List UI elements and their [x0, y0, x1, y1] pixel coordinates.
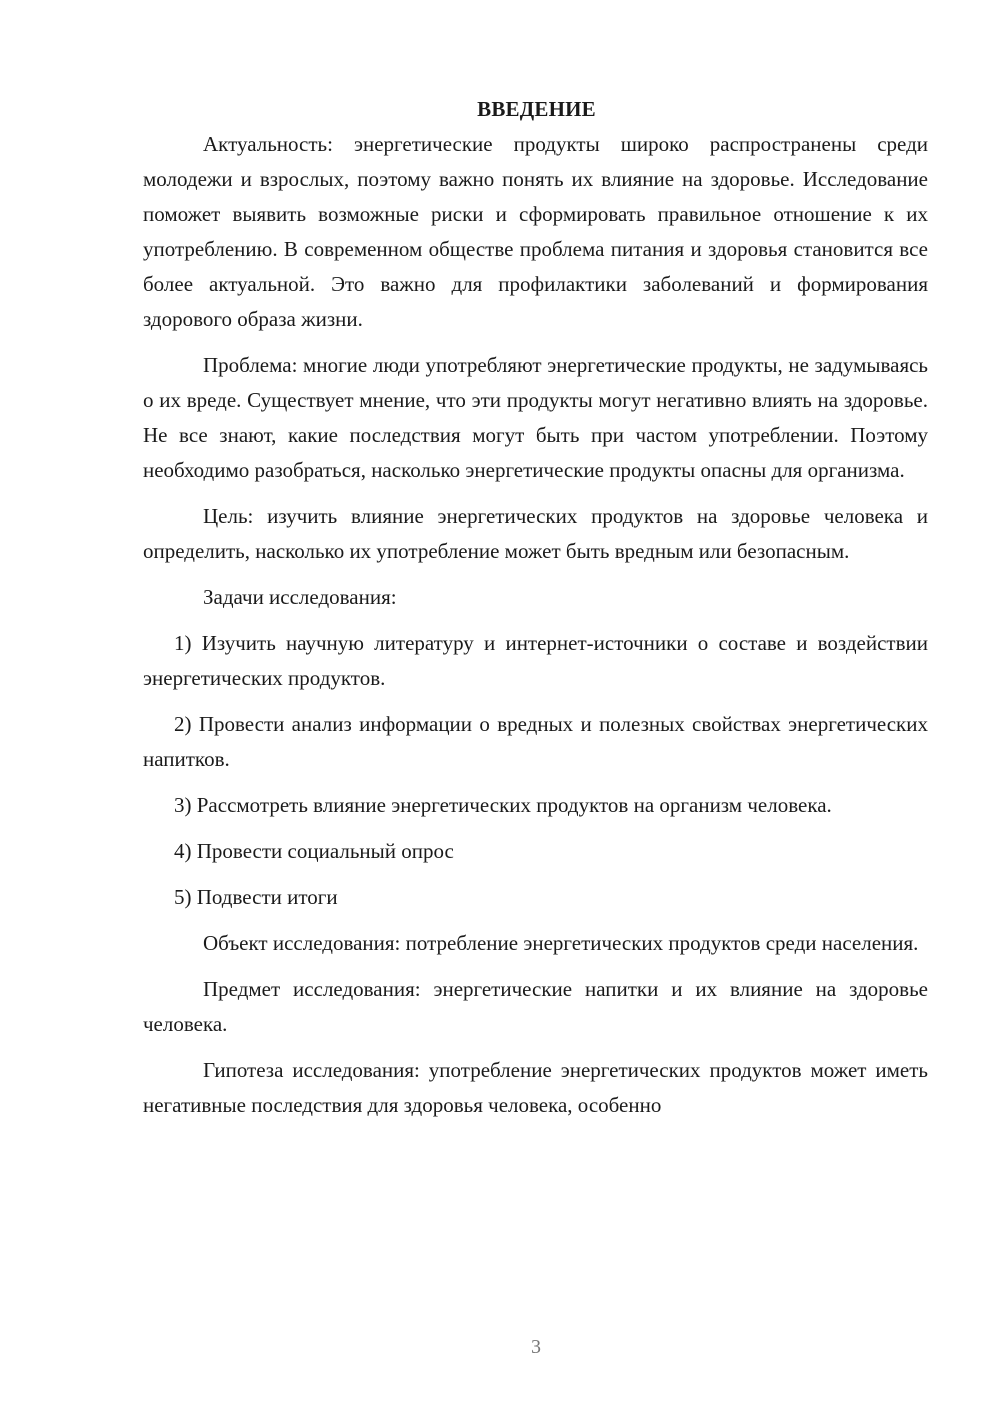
task-item-3: 3) Рассмотреть влияние энергетических продуктов на организм человека. — [174, 793, 832, 817]
paragraph-relevance: Актуальность: энергетические продукты широко распространены среди молодежи и взрослых, поэтому важно понять их влияние на здоровье. Исследование поможет выявить возможные риски и сформировать правильное отношение к их употреблению. В современном обществе проблема питания и здоровья становится все более актуальной. Это важно для профилактики заболеваний и формирования здорового образа жизни. — [143, 132, 928, 331]
task-item-4: 4) Провести социальный опрос — [174, 839, 454, 863]
document-page — [143, 92, 928, 1134]
task-item-5: 5) Подвести итоги — [174, 885, 338, 909]
task-item-1: 1) Изучить научную литературу и интернет-источники о составе и воздействии энергетических продуктов. — [143, 631, 928, 690]
paragraph-object: Объект исследования: потребление энергетических продуктов среди населения. — [203, 931, 919, 955]
paragraph-hypothesis: Гипотеза исследования: употребление энергетических продуктов может иметь негативные последствия для здоровья человека, особенно — [143, 1058, 928, 1117]
paragraph-subject: Предмет исследования: энергетические напитки и их влияние на здоровье человека. — [143, 977, 928, 1036]
section-title: ВВЕДЕНИЕ — [477, 97, 596, 121]
paragraph-goal: Цель: изучить влияние энергетических продуктов на здоровье человека и определить, насколько их употребление может быть вредным или безопасным. — [143, 504, 928, 563]
paragraph-tasks-heading: Задачи исследования: — [203, 585, 397, 609]
task-item-2: 2) Провести анализ информации о вредных и полезных свойствах энергетических напитков. — [143, 712, 928, 771]
paragraph-problem: Проблема: многие люди употребляют энергетические продукты, не задумываясь о их вреде. Существует мнение, что эти продукты могут негативно влиять на здоровье. Не все знают, какие последствия могут быть при частом употреблении. Поэтому необходимо разобраться, насколько энергетические продукты опасны для организма. — [143, 353, 928, 482]
page-number: 3 — [531, 1336, 541, 1358]
